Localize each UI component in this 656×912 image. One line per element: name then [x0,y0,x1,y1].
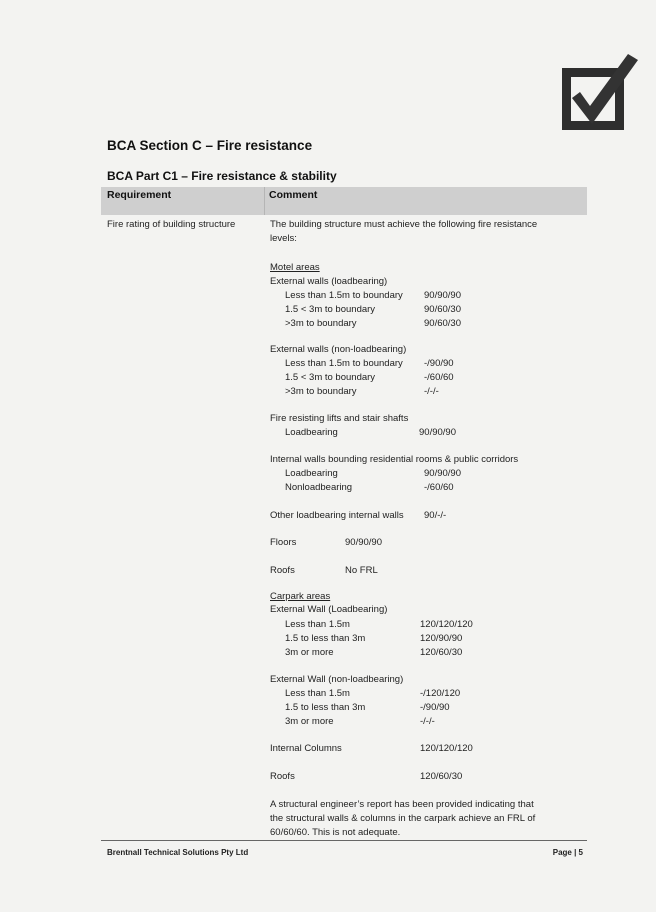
report-line: 60/60/60. This is not adequate. [270,827,401,838]
row-label: 3m or more [285,647,334,658]
subheading: External Wall (non-loadbearing) [270,674,404,685]
footer-divider [101,840,587,841]
row-label: Loadbearing [285,427,338,438]
row-value: -/-/- [424,386,439,397]
comment-intro-line: levels: [270,233,297,244]
table-header-row [101,187,587,215]
row-value: -/120/120 [420,688,461,699]
section-title: BCA Section C – Fire resistance [107,138,313,153]
row-label: >3m to boundary [285,386,357,397]
row-value: 120/60/30 [420,647,463,658]
row-label: Other loadbearing internal walls [270,510,404,521]
subheading: External walls (non-loadbearing) [270,344,407,355]
requirement-cell: Fire rating of building structure [107,219,236,230]
row-label: Roofs [270,565,295,576]
row-label: Floors [270,537,297,548]
comment-intro-line: The building structure must achieve the following fire resistance [270,219,538,230]
row-value: 90/90/90 [419,427,456,438]
row-value: -/60/60 [424,372,454,383]
row-label: Less than 1.5m to boundary [285,290,403,301]
subheading: Fire resisting lifts and stair shafts [270,413,409,424]
row-label: 3m or more [285,716,334,727]
row-value: 90/-/- [424,510,447,521]
row-value: -/60/60 [424,482,454,493]
row-value: 120/120/120 [420,619,473,630]
row-value: 120/90/90 [420,633,463,644]
footer-page-number: Page | 5 [552,848,583,857]
footer-company: Brentnall Technical Solutions Pty Ltd [107,848,249,857]
report-line: A structural engineer’s report has been provided indicating that [270,799,534,810]
row-label: 1.5 to less than 3m [285,633,366,644]
row-label: 1.5 to less than 3m [285,702,366,713]
row-label: Less than 1.5m to boundary [285,358,403,369]
column-header-requirement: Requirement [107,189,172,201]
motel-areas-heading: Motel areas [270,262,320,273]
row-label: 1.5 < 3m to boundary [285,304,376,315]
row-value: -/-/- [420,716,435,727]
checkbox-tick-logo-icon [558,50,640,132]
row-label: Less than 1.5m [285,688,350,699]
row-value: No FRL [345,565,378,576]
column-header-comment: Comment [269,189,318,201]
subheading: External walls (loadbearing) [270,276,388,287]
row-value: 90/60/30 [424,318,461,329]
subheading: Internal walls bounding residential rooms & public corridors [270,454,519,465]
row-value: -/90/90 [420,702,450,713]
row-value: 90/90/90 [424,290,461,301]
row-label: Internal Columns [270,743,342,754]
row-label: 1.5 < 3m to boundary [285,372,376,383]
row-value: 90/60/30 [424,304,461,315]
row-label: >3m to boundary [285,318,357,329]
carpark-areas-heading: Carpark areas [270,591,331,602]
row-label: Less than 1.5m [285,619,350,630]
row-value: 90/90/90 [345,537,382,548]
subheading: External Wall (Loadbearing) [270,604,388,615]
row-label: Loadbearing [285,468,338,479]
row-label: Roofs [270,771,295,782]
row-value: 120/120/120 [420,743,473,754]
row-value: 120/60/30 [420,771,463,782]
column-divider [264,187,265,215]
report-line: the structural walls & columns in the carpark achieve an FRL of [270,813,536,824]
row-value: 90/90/90 [424,468,461,479]
part-title: BCA Part C1 – Fire resistance & stability [107,169,337,183]
row-value: -/90/90 [424,358,454,369]
row-label: Nonloadbearing [285,482,353,493]
